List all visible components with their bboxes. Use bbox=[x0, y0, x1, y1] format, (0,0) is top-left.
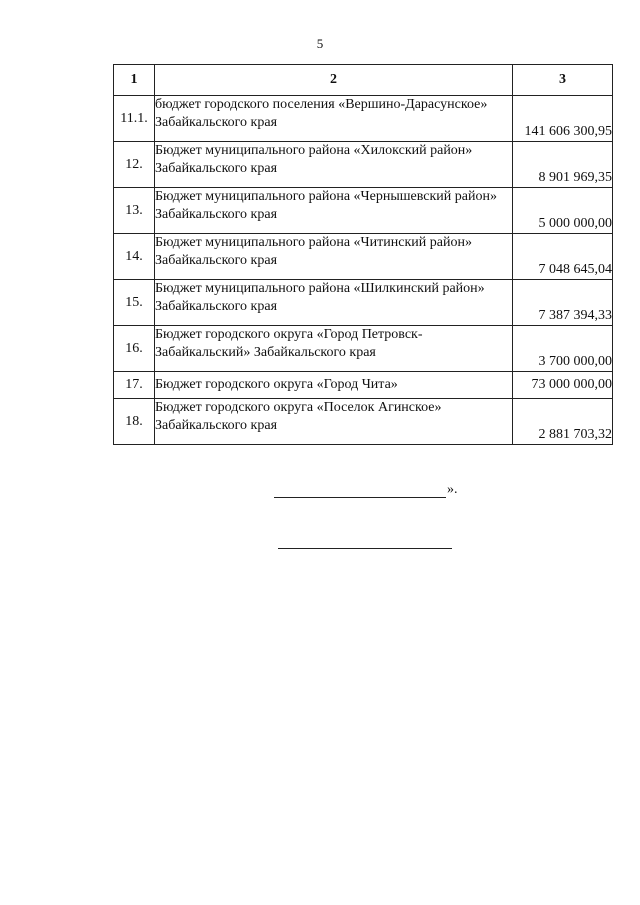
table-row bbox=[114, 399, 613, 445]
row-amount: 141 606 300,95 bbox=[513, 96, 613, 142]
row-number: 12. bbox=[114, 142, 155, 188]
closing-underline bbox=[274, 485, 446, 498]
row-number: 18. bbox=[114, 399, 155, 445]
row-amount: 5 000 000,00 bbox=[513, 188, 613, 234]
closing-line bbox=[274, 482, 458, 498]
row-number: 17. bbox=[114, 372, 155, 399]
table-row bbox=[114, 372, 613, 399]
row-number: 13. bbox=[114, 188, 155, 234]
row-budget-name: Бюджет муниципального района «Шилкинский район» Забайкальского края bbox=[155, 280, 513, 326]
table-row bbox=[114, 142, 613, 188]
row-budget-name: Бюджет муниципального района «Хилокский район» Забайкальского края bbox=[155, 142, 513, 188]
row-amount: 7 048 645,04 bbox=[513, 234, 613, 280]
table-row bbox=[114, 96, 613, 142]
row-amount: 3 700 000,00 bbox=[513, 326, 613, 372]
row-budget-name: Бюджет городского округа «Город Чита» bbox=[155, 372, 513, 399]
page-number: 5 bbox=[316, 36, 324, 51]
row-number: 11.1. bbox=[114, 96, 155, 142]
row-budget-name: Бюджет городского округа «Поселок Агинское» Забайкальского края bbox=[155, 399, 513, 445]
table-header-row bbox=[114, 65, 613, 96]
row-amount: 2 881 703,32 bbox=[513, 399, 613, 445]
column-header-name: 2 bbox=[155, 65, 513, 96]
table-row bbox=[114, 280, 613, 326]
column-header-amount: 3 bbox=[513, 65, 613, 96]
budget-table bbox=[113, 64, 613, 445]
row-amount: 73 000 000,00 bbox=[513, 372, 613, 399]
row-budget-name: бюджет городского поселения «Вершино-Дарасунское» Забайкальского края bbox=[155, 96, 513, 142]
table-row bbox=[114, 188, 613, 234]
document-end-rule bbox=[278, 548, 452, 549]
table-row bbox=[114, 326, 613, 372]
column-header-number: 1 bbox=[114, 65, 155, 96]
row-amount: 7 387 394,33 bbox=[513, 280, 613, 326]
row-number: 15. bbox=[114, 280, 155, 326]
row-number: 16. bbox=[114, 326, 155, 372]
closing-quote-mark: ». bbox=[447, 482, 458, 497]
row-budget-name: Бюджет муниципального района «Чернышевский район» Забайкальского края bbox=[155, 188, 513, 234]
row-amount: 8 901 969,35 bbox=[513, 142, 613, 188]
row-number: 14. bbox=[114, 234, 155, 280]
row-budget-name: Бюджет муниципального района «Читинский район» Забайкальского края bbox=[155, 234, 513, 280]
table-row bbox=[114, 234, 613, 280]
row-budget-name: Бюджет городского округа «Город Петровск-Забайкальский» Забайкальского края bbox=[155, 326, 513, 372]
